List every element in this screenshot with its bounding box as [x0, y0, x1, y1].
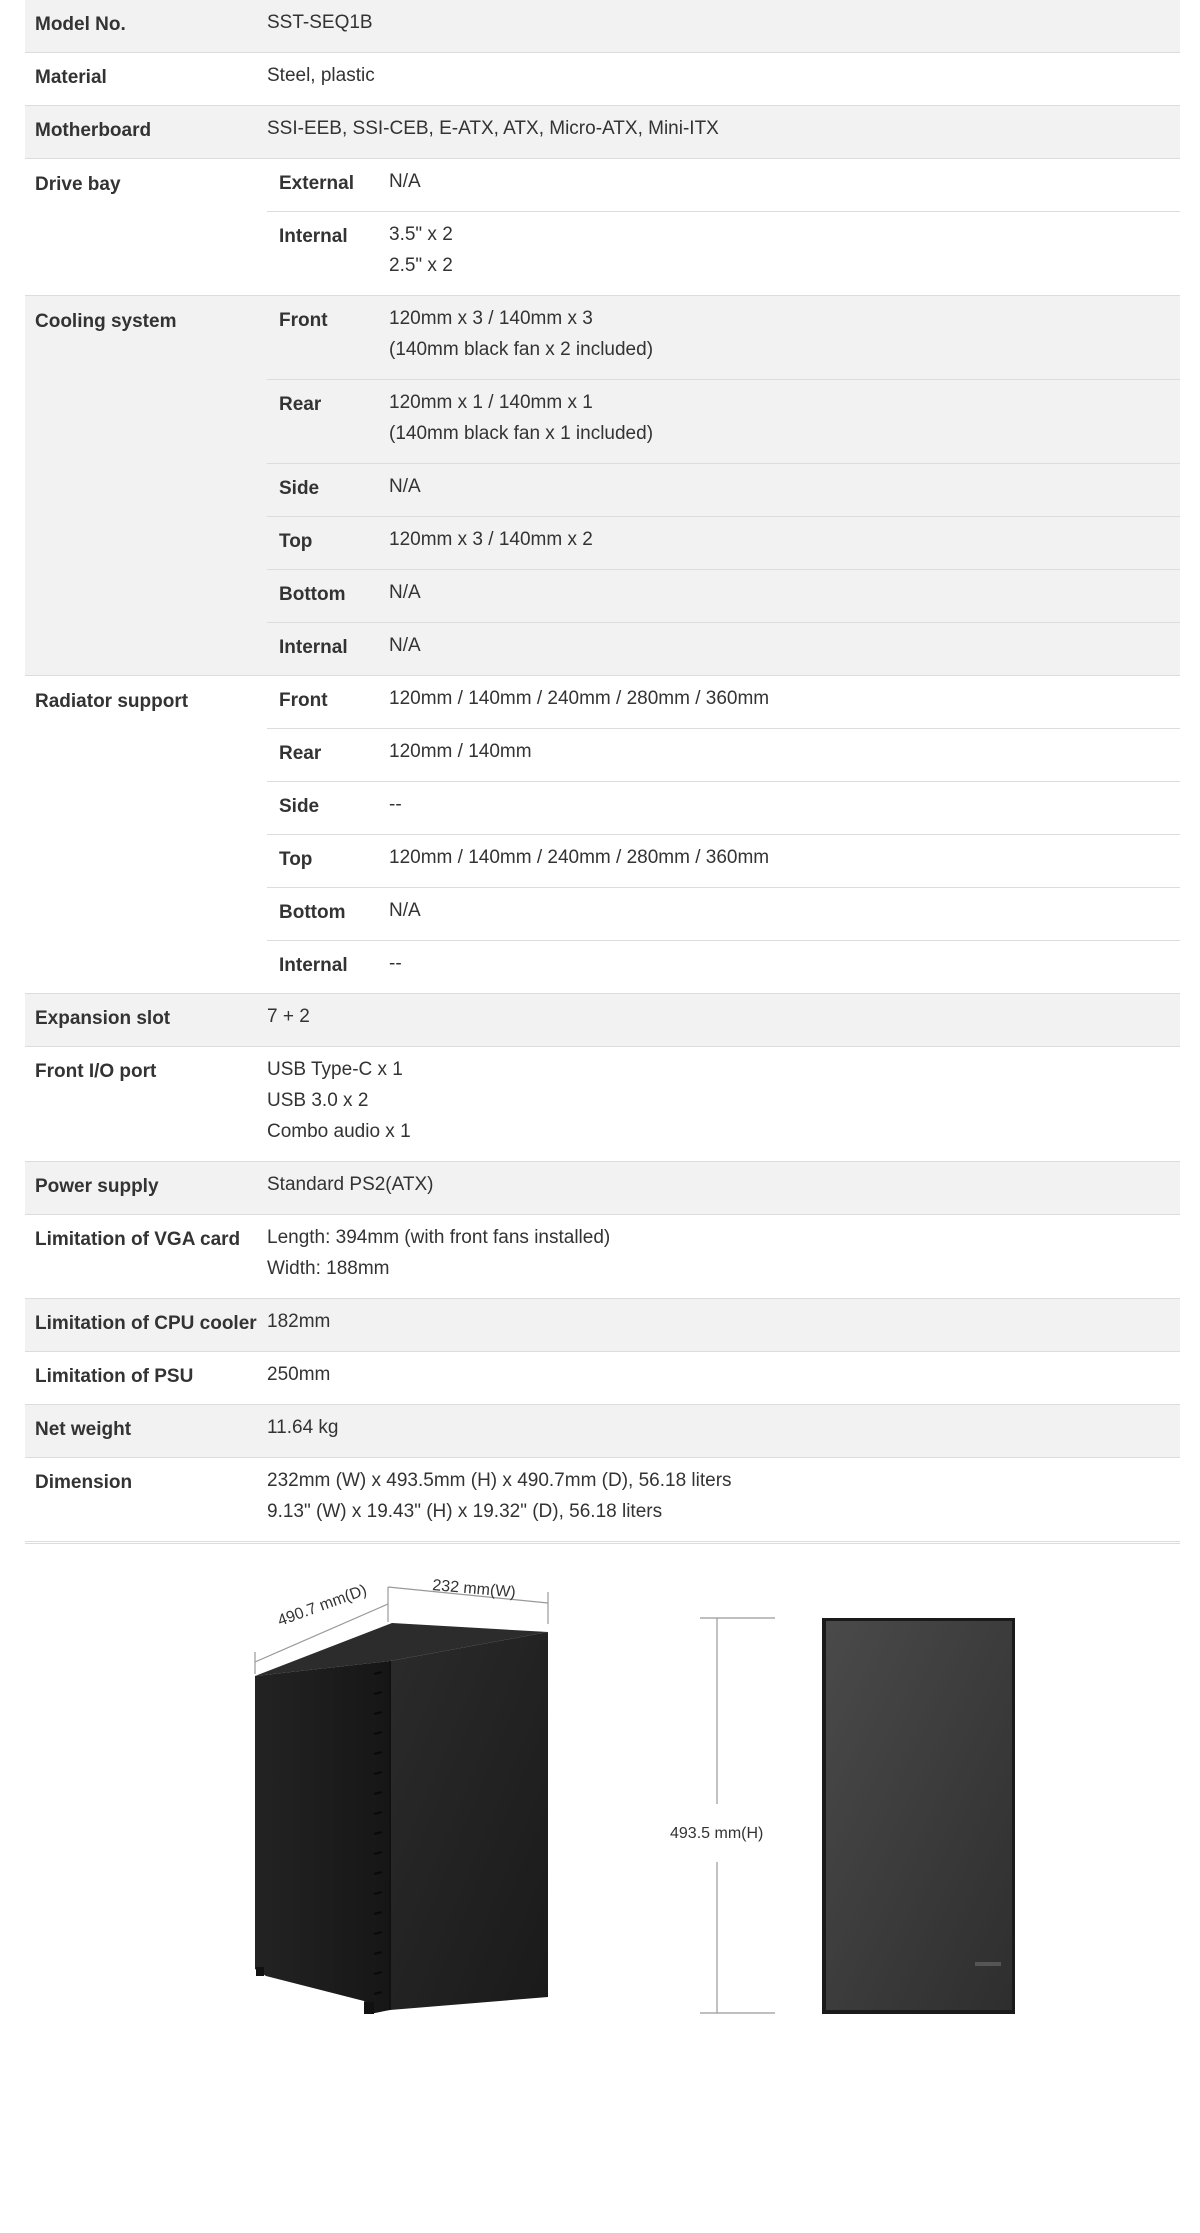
spec-subvalue	[389, 152, 421, 211]
case-dimension-illustration	[0, 1544, 1200, 2227]
spec-value-line: N/A	[389, 476, 421, 497]
spec-label: Model No.	[35, 14, 126, 35]
spec-subrow	[267, 941, 1180, 993]
spec-label: Power supply	[35, 1176, 159, 1197]
spec-subvalue	[389, 510, 593, 569]
spec-subrows	[267, 159, 1180, 295]
spec-subrow	[267, 623, 1180, 675]
spec-sublabel: Top	[279, 849, 313, 870]
spec-sublabel: Side	[279, 478, 320, 499]
spec-subvalue	[389, 205, 453, 295]
spec-sublabel: Internal	[279, 226, 348, 247]
spec-value-line: 2.5" x 2	[389, 255, 453, 276]
spec-sublabel: Top	[279, 531, 313, 552]
height-label: 493.5 mm(H)	[670, 1825, 764, 1842]
spec-row	[25, 159, 1180, 296]
spec-value	[267, 46, 375, 105]
spec-subvalue	[389, 457, 421, 516]
spec-sublabel: Internal	[279, 637, 348, 658]
spec-value-line: N/A	[389, 171, 421, 192]
spec-value-line: Standard PS2(ATX)	[267, 1174, 434, 1195]
spec-subrow	[267, 212, 1180, 295]
spec-label: Drive bay	[35, 174, 121, 195]
spec-value-line: --	[389, 794, 402, 815]
spec-row	[25, 1352, 1180, 1405]
width-label: 232 mm(W)	[431, 1577, 517, 1602]
spec-row	[25, 0, 1180, 53]
spec-sublabel: Front	[279, 690, 328, 711]
spec-value	[267, 0, 373, 52]
spec-subvalue	[389, 616, 421, 675]
spec-subvalue	[389, 934, 402, 993]
spec-subrow	[267, 296, 1180, 380]
dimension-drawing	[0, 1544, 1200, 2227]
spec-value-line: 11.64 kg	[267, 1417, 339, 1438]
spec-label: Limitation of VGA card	[35, 1229, 241, 1250]
spec-label: Material	[35, 67, 107, 88]
spec-value-line: Width: 188mm	[267, 1258, 390, 1279]
spec-subvalue	[389, 828, 769, 887]
spec-subrow	[267, 888, 1180, 941]
spec-subrows	[267, 676, 1180, 993]
spec-value-line: Steel, plastic	[267, 65, 375, 86]
spec-value-line: Length: 394mm (with front fans installed)	[267, 1227, 611, 1248]
spec-subvalue	[389, 289, 653, 379]
spec-subvalue	[389, 881, 421, 940]
spec-sublabel: Bottom	[279, 902, 346, 923]
spec-label: Net weight	[35, 1419, 132, 1440]
spec-sublabel: Rear	[279, 743, 322, 764]
height-dimension	[670, 1618, 775, 2013]
spec-row	[25, 106, 1180, 159]
spec-subrow	[267, 729, 1180, 782]
spec-sublabel: Internal	[279, 955, 348, 976]
spec-value	[267, 1040, 411, 1161]
spec-subvalue	[389, 563, 421, 622]
spec-value-line: 250mm	[267, 1364, 331, 1385]
width-dimension	[388, 1577, 548, 1624]
spec-table	[25, 0, 1180, 1542]
spec-value-line: N/A	[389, 900, 421, 921]
spec-value-line: SST-SEQ1B	[267, 12, 373, 33]
spec-row	[25, 676, 1180, 994]
spec-value	[267, 1155, 434, 1214]
spec-label: Limitation of PSU	[35, 1366, 194, 1387]
spec-row	[25, 296, 1180, 676]
spec-value-line: USB Type-C x 1	[267, 1059, 403, 1080]
spec-value-line: (140mm black fan x 2 included)	[389, 339, 654, 360]
spec-subvalue	[389, 373, 653, 463]
spec-sublabel: Front	[279, 310, 328, 331]
spec-sublabel: Side	[279, 796, 320, 817]
case-perspective-view	[255, 1623, 548, 2014]
spec-label: Cooling system	[35, 311, 177, 332]
spec-value-line: 9.13" (W) x 19.43" (H) x 19.32" (D), 56.18 liters	[267, 1501, 663, 1522]
spec-value-line: 120mm / 140mm / 240mm / 280mm / 360mm	[389, 688, 770, 709]
spec-value-line: 120mm x 3 / 140mm x 2	[389, 529, 593, 550]
spec-subvalue	[389, 669, 769, 728]
spec-value-line: N/A	[389, 582, 421, 603]
spec-value-line: 3.5" x 2	[389, 224, 453, 245]
spec-row	[25, 1047, 1180, 1162]
spec-subvalue	[389, 775, 402, 834]
spec-label: Front I/O port	[35, 1061, 157, 1082]
spec-value-line: 232mm (W) x 493.5mm (H) x 490.7mm (D), 56.18 liters	[267, 1470, 732, 1491]
spec-sublabel: External	[279, 173, 354, 194]
spec-value-line: USB 3.0 x 2	[267, 1090, 369, 1111]
spec-value	[267, 987, 310, 1046]
spec-row	[25, 1458, 1180, 1542]
depth-label: 490.7 mm(D)	[275, 1581, 370, 1630]
spec-sublabel: Bottom	[279, 584, 346, 605]
spec-subvalue	[389, 722, 532, 781]
spec-value-line: 120mm x 1 / 140mm x 1	[389, 392, 593, 413]
spec-value-line: 120mm / 140mm	[389, 741, 532, 762]
spec-row	[25, 1215, 1180, 1299]
spec-value	[267, 1345, 330, 1404]
spec-value	[267, 1292, 330, 1351]
spec-subrow	[267, 380, 1180, 464]
case-front-view	[822, 1618, 1015, 2014]
spec-label: Limitation of CPU cooler	[35, 1313, 257, 1334]
logo-mark-icon	[975, 1962, 1001, 1966]
spec-row	[25, 1299, 1180, 1352]
spec-value-line: 120mm / 140mm / 240mm / 280mm / 360mm	[389, 847, 770, 868]
spec-value-line: N/A	[389, 635, 421, 656]
spec-label: Motherboard	[35, 120, 152, 141]
spec-sublabel: Rear	[279, 394, 322, 415]
spec-value	[267, 1451, 732, 1541]
spec-row	[25, 994, 1180, 1047]
spec-value-line: 7 + 2	[267, 1006, 310, 1027]
spec-value-line: 182mm	[267, 1311, 331, 1332]
spec-value-line: --	[389, 953, 402, 974]
spec-value-line: 120mm x 3 / 140mm x 3	[389, 308, 593, 329]
spec-label: Expansion slot	[35, 1008, 171, 1029]
spec-value-line: (140mm black fan x 1 included)	[389, 423, 654, 444]
spec-value-line: SSI-EEB, SSI-CEB, E-ATX, ATX, Micro-ATX, Mini-ITX	[267, 118, 719, 139]
spec-value	[267, 1398, 338, 1457]
spec-subrows	[267, 296, 1180, 675]
spec-value	[267, 1208, 610, 1298]
spec-label: Radiator support	[35, 691, 189, 712]
spec-label: Dimension	[35, 1472, 133, 1493]
spec-value	[267, 99, 719, 158]
spec-value-line: Combo audio x 1	[267, 1121, 411, 1142]
